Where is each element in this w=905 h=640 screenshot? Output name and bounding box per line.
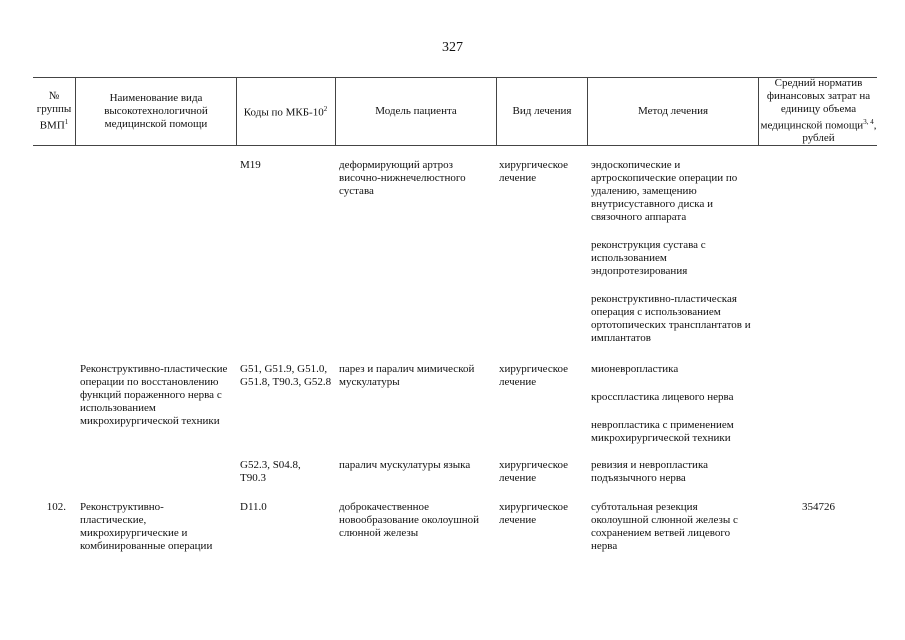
row-group-number: 102. bbox=[46, 501, 66, 513]
header-care-type-name: Наименование вида высокотехнологичной медицинской помощи bbox=[104, 91, 208, 130]
column-divider bbox=[758, 77, 759, 145]
treatment-method: невропластика с применением микрохирургической техники bbox=[591, 419, 734, 444]
row-treatment-type: хирургическое лечение bbox=[499, 363, 569, 388]
header-bottom-rule bbox=[33, 145, 877, 146]
row-icd-codes: D11.0 bbox=[240, 501, 267, 513]
row-icd-codes: G51, G51.9, G51.0, G51.8, T90.3, G52.8 bbox=[240, 363, 332, 388]
row-patient-model: парез и паралич мимической мускулатуры bbox=[339, 363, 475, 388]
row-patient-model: деформирующий артроз височно-нижнечелюстного сустава bbox=[339, 159, 466, 197]
row-icd-codes: G52.3, S04.8, T90.3 bbox=[240, 459, 301, 484]
row-treatment-methods bbox=[591, 501, 757, 553]
column-divider bbox=[75, 77, 76, 145]
header-average-cost: Средний норматив финансовых затрат на единицу объема медицинской помощи$^{3, 4}$, рублей bbox=[760, 76, 877, 145]
row-patient-model: паралич мускулатуры языка bbox=[339, 459, 471, 471]
header-icd-codes: Коды по МКБ-$10^2$ bbox=[243, 104, 328, 119]
page-number: 327 bbox=[442, 40, 463, 55]
row-care-type-name: Реконструктивно-пластические операции по восстановлению функций пораженного нерва с использованием микрохирургической техники bbox=[80, 363, 228, 427]
row-icd-codes: M19 bbox=[240, 159, 261, 171]
treatment-method: эндоскопические и артроскопические операции по удалению, замещению внутрисуставного диска и связочного аппарата bbox=[591, 159, 738, 223]
header-patient-model: Модель пациента bbox=[375, 104, 457, 117]
header-group-number: № группы ВМП$^1$ bbox=[36, 89, 72, 132]
row-treatment-methods bbox=[591, 459, 757, 485]
treatment-method: реконструкция сустава с использованием эндопротезирования bbox=[591, 239, 706, 277]
treatment-method: мионевропластика bbox=[591, 363, 679, 375]
treatment-method: кросспластика лицевого нерва bbox=[591, 391, 734, 403]
row-average-cost: 354726 bbox=[802, 501, 835, 513]
header-treatment-method: Метод лечения bbox=[637, 104, 709, 117]
row-treatment-type: хирургическое лечение bbox=[499, 501, 569, 526]
row-treatment-type: хирургическое лечение bbox=[499, 159, 569, 184]
row-treatment-type: хирургическое лечение bbox=[499, 459, 569, 484]
row-care-type-name: Реконструктивно-пластические, микрохирургические и комбинированные операции bbox=[80, 501, 213, 552]
row-treatment-methods bbox=[591, 159, 757, 345]
treatment-method: ревизия и невропластика подъязычного нерва bbox=[591, 459, 708, 484]
treatment-method: реконструктивно-пластическая операция с использованием ортотопических трансплантатов и имплантатов bbox=[591, 293, 751, 344]
treatment-method: субтотальная резекция околоушной слюнной железы с сохранением ветвей лицевого нерва bbox=[591, 501, 738, 552]
row-treatment-methods bbox=[591, 363, 757, 445]
header-treatment-type: Вид лечения bbox=[512, 104, 572, 117]
row-patient-model: доброкачественное новообразование околоушной слюнной железы bbox=[339, 501, 480, 539]
